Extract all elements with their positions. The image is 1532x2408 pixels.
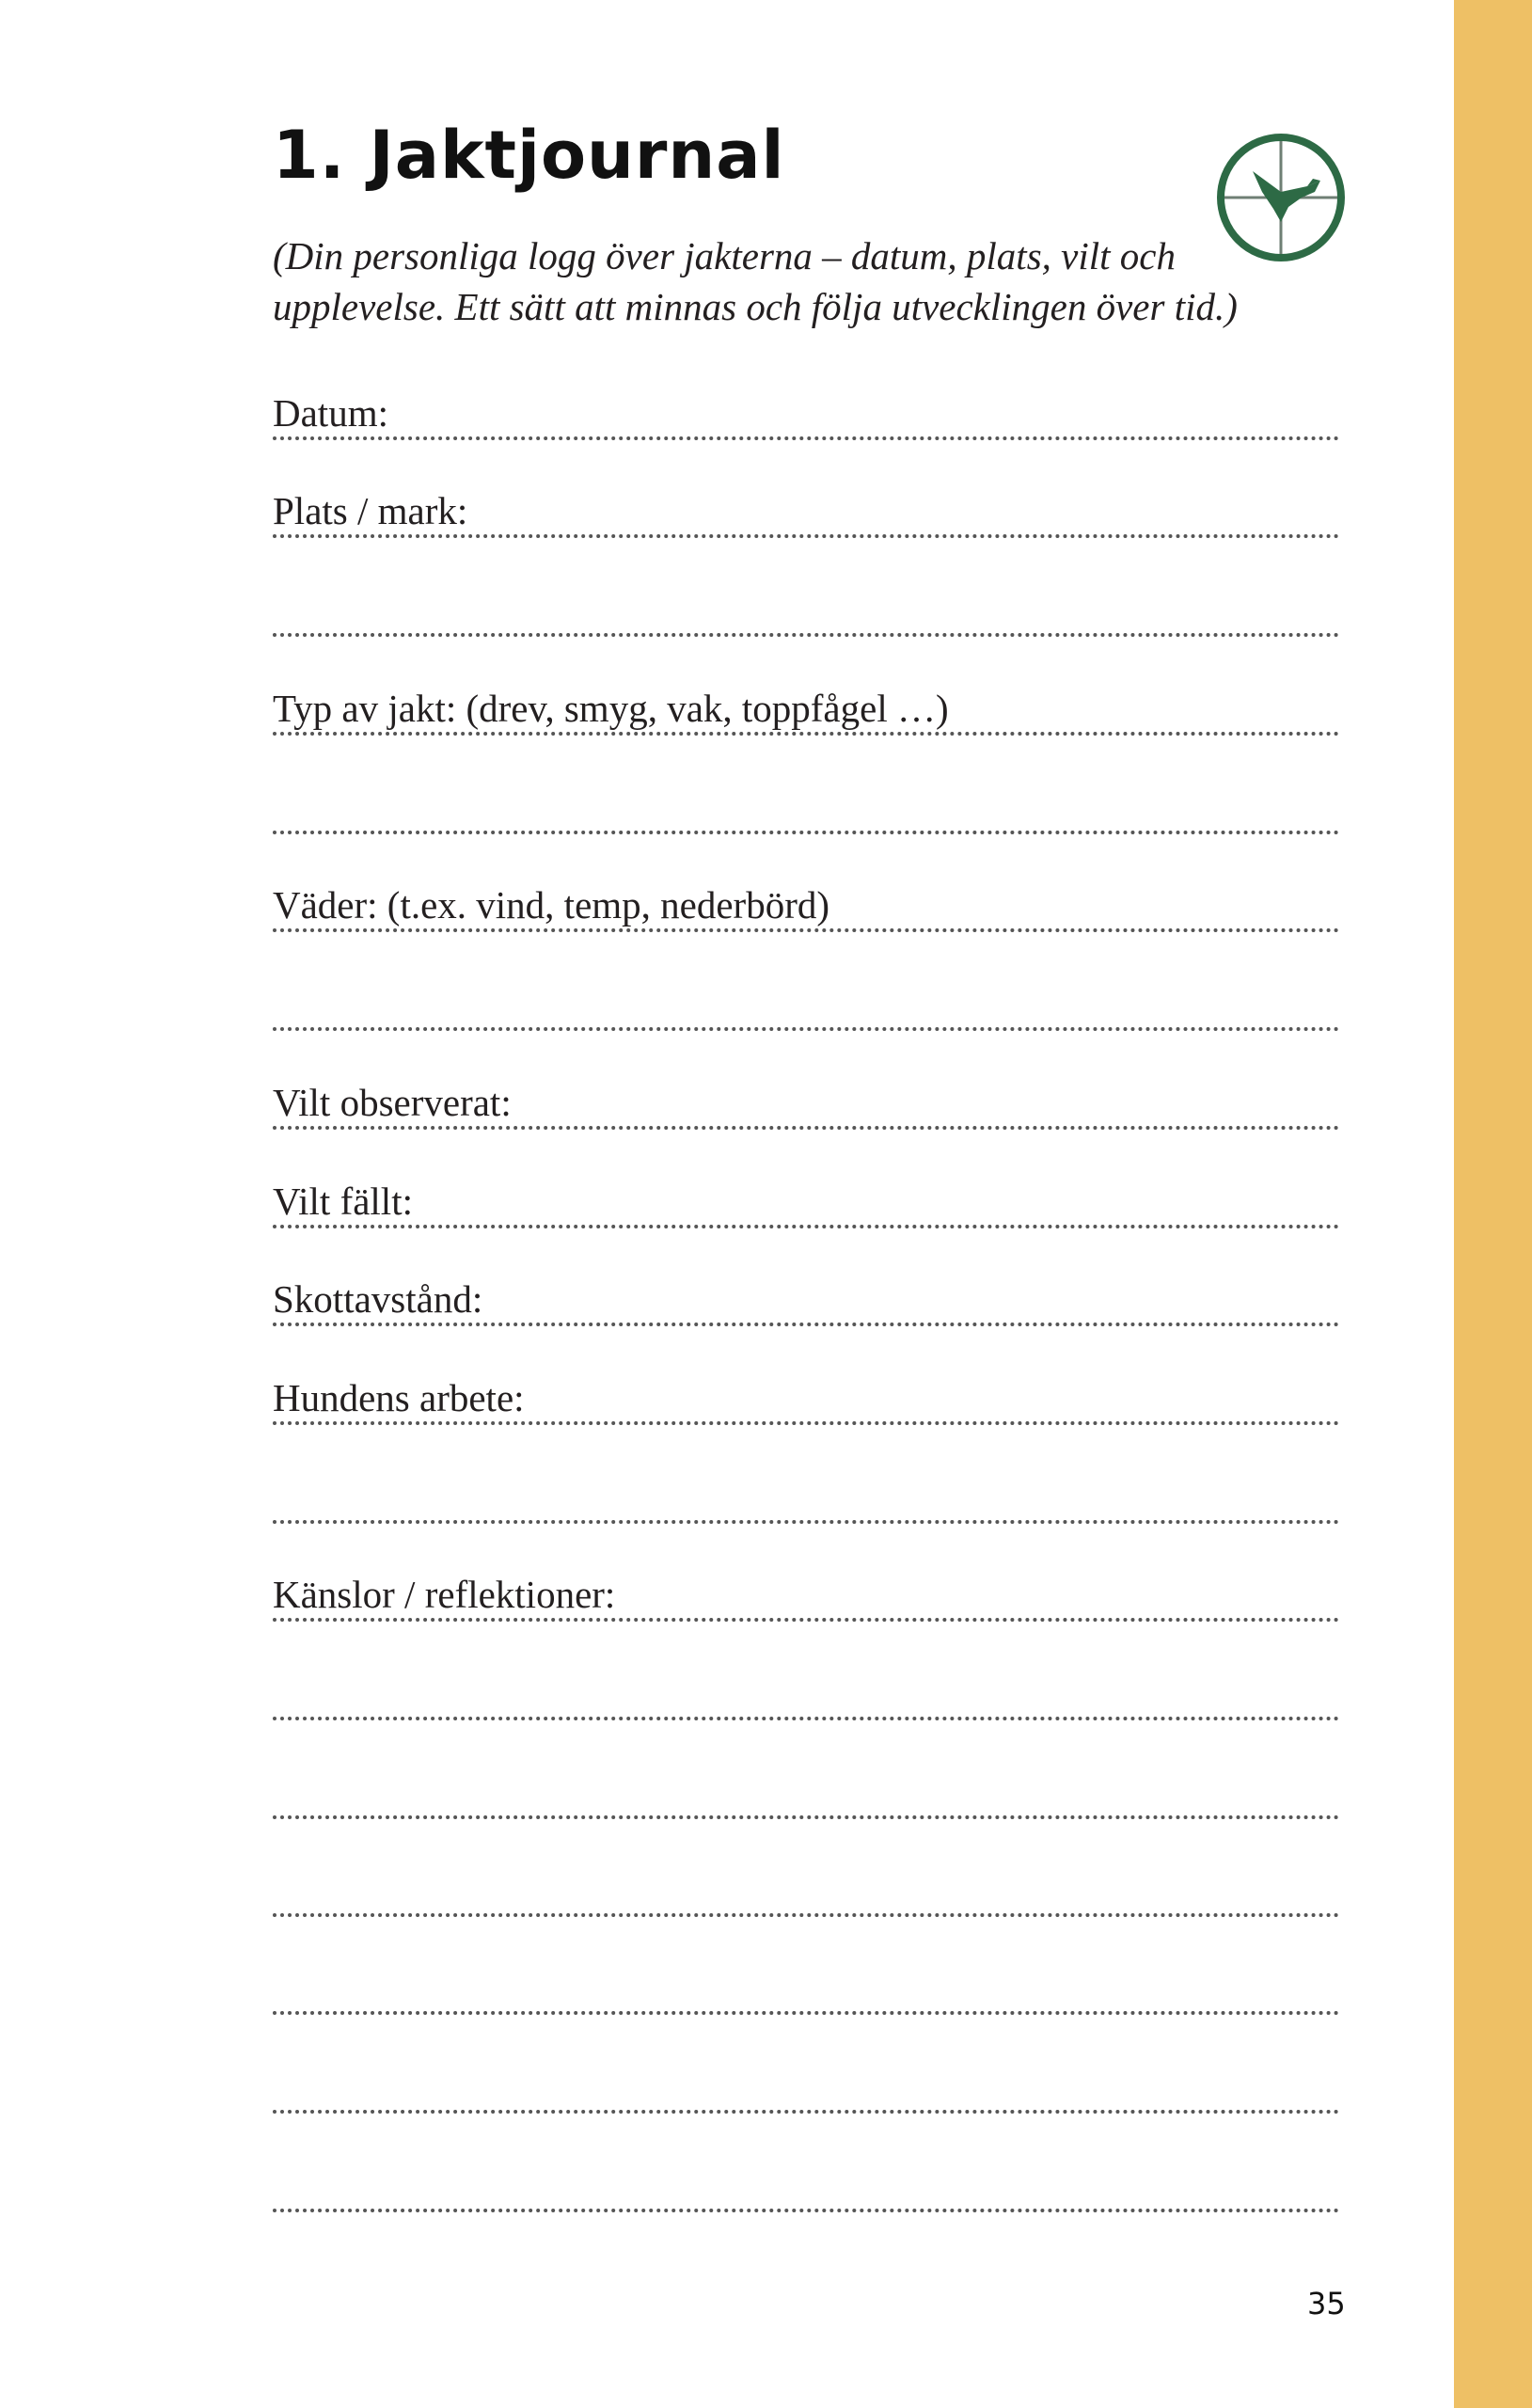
field-typ-av-jakt-continued[interactable] <box>273 795 1339 834</box>
field-label: Typ av jakt: (drev, smyg, vak, toppfågel …) <box>273 687 949 730</box>
field-vader-continued[interactable] <box>273 991 1339 1031</box>
field-label: Känslor / reflektioner: <box>273 1573 616 1616</box>
field-vilt-observerat[interactable] <box>273 1081 1339 1130</box>
field-skottavstand[interactable] <box>273 1277 1339 1326</box>
field-vader[interactable] <box>273 883 1339 932</box>
field-plats-mark[interactable] <box>273 489 1339 538</box>
field-kanslor-continued-4[interactable] <box>273 1975 1339 2015</box>
page-subtitle: (Din personliga logg över jakterna – datum, plats, vilt och upplevelse. Ett sätt att minnas och följa utvecklingen över tid.) <box>273 234 1238 328</box>
field-kanslor-continued-6[interactable] <box>273 2173 1339 2212</box>
field-datum[interactable] <box>273 391 1339 440</box>
field-label: Väder: (t.ex. vind, temp, nederbörd) <box>273 883 830 927</box>
field-label: Plats / mark: <box>273 489 468 532</box>
field-kanslor-continued-3[interactable] <box>273 1877 1339 1917</box>
field-hundens-arbete-continued[interactable] <box>273 1484 1339 1524</box>
field-kanslor-continued-5[interactable] <box>273 2074 1339 2114</box>
field-label: Datum: <box>273 391 388 435</box>
field-plats-mark-continued[interactable] <box>273 597 1339 637</box>
field-label: Vilt observerat: <box>273 1081 512 1124</box>
duck-crosshair-icon <box>1215 132 1347 263</box>
side-color-band <box>1454 0 1532 2408</box>
field-vilt-fallt[interactable] <box>273 1180 1339 1228</box>
field-label: Skottavstånd: <box>273 1277 483 1321</box>
field-typ-av-jakt[interactable] <box>273 687 1339 736</box>
field-kanslor-reflektioner[interactable] <box>273 1573 1339 1622</box>
page-title: 1. Jaktjournal <box>273 117 785 194</box>
field-label: Hundens arbete: <box>273 1376 525 1419</box>
field-kanslor-continued-2[interactable] <box>273 1780 1339 1819</box>
field-hundens-arbete[interactable] <box>273 1376 1339 1425</box>
field-label: Vilt fällt: <box>273 1180 413 1223</box>
page-number: 35 <box>1307 2286 1346 2321</box>
field-kanslor-continued-1[interactable] <box>273 1681 1339 1720</box>
